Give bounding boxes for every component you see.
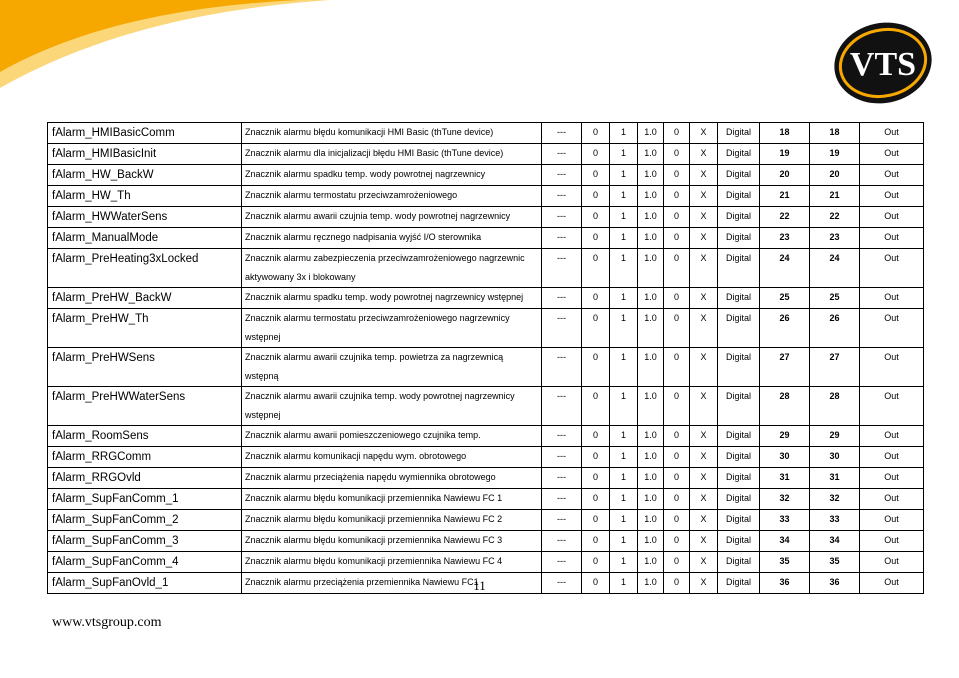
alarm-description-cell: Znacznik alarmu błędu komunikacji HMI Basic (thTune device)	[242, 123, 542, 144]
value-cell: X	[690, 288, 718, 309]
address-cell: 19	[810, 144, 860, 165]
address-cell: 18	[810, 123, 860, 144]
dash-cell: ---	[542, 228, 582, 249]
value-cell: X	[690, 387, 718, 426]
value-cell: 1.0	[638, 447, 664, 468]
value-cell: X	[690, 468, 718, 489]
alarm-name-cell: fAlarm_SupFanComm_3	[48, 531, 242, 552]
value-cell: 1.0	[638, 123, 664, 144]
value-cell: 1	[610, 531, 638, 552]
value-cell: 0	[664, 387, 690, 426]
value-cell: 1.0	[638, 207, 664, 228]
address-cell: 35	[810, 552, 860, 573]
value-cell: 0	[582, 552, 610, 573]
address-cell: 26	[760, 309, 810, 348]
value-cell: 0	[664, 228, 690, 249]
value-cell: 0	[664, 249, 690, 288]
table-row	[48, 165, 924, 186]
value-cell: 1.0	[638, 573, 664, 594]
address-cell: 36	[760, 573, 810, 594]
table-row	[48, 249, 924, 288]
vts-logo	[832, 20, 934, 106]
direction-cell: Out	[860, 186, 924, 207]
value-cell: 0	[582, 123, 610, 144]
value-cell: 1	[610, 489, 638, 510]
value-cell: 1.0	[638, 186, 664, 207]
direction-cell: Out	[860, 228, 924, 249]
corner-swoosh-decoration	[0, 0, 330, 90]
dash-cell: ---	[542, 426, 582, 447]
dash-cell: ---	[542, 348, 582, 387]
address-cell: 27	[760, 348, 810, 387]
address-cell: 31	[810, 468, 860, 489]
value-cell: 1	[610, 123, 638, 144]
value-cell: X	[690, 552, 718, 573]
address-cell: 30	[810, 447, 860, 468]
type-cell: Digital	[718, 207, 760, 228]
value-cell: 0	[582, 348, 610, 387]
dash-cell: ---	[542, 165, 582, 186]
alarm-name-cell: fAlarm_ManualMode	[48, 228, 242, 249]
address-cell: 34	[810, 531, 860, 552]
alarm-name-cell: fAlarm_HWWaterSens	[48, 207, 242, 228]
value-cell: 1.0	[638, 288, 664, 309]
address-cell: 25	[810, 288, 860, 309]
type-cell: Digital	[718, 447, 760, 468]
direction-cell: Out	[860, 348, 924, 387]
table-row	[48, 123, 924, 144]
value-cell: 1	[610, 552, 638, 573]
table-row	[48, 489, 924, 510]
table-row	[48, 207, 924, 228]
website-link[interactable]: www.vtsgroup.com	[52, 615, 162, 630]
address-cell: 19	[760, 144, 810, 165]
type-cell: Digital	[718, 573, 760, 594]
value-cell: 1.0	[638, 531, 664, 552]
value-cell: 1	[610, 165, 638, 186]
value-cell: 1	[610, 228, 638, 249]
value-cell: 0	[582, 144, 610, 165]
address-cell: 26	[810, 309, 860, 348]
dash-cell: ---	[542, 468, 582, 489]
value-cell: 1	[610, 186, 638, 207]
table-row	[48, 186, 924, 207]
value-cell: X	[690, 426, 718, 447]
value-cell: X	[690, 309, 718, 348]
type-cell: Digital	[718, 348, 760, 387]
value-cell: 0	[582, 447, 610, 468]
type-cell: Digital	[718, 288, 760, 309]
address-cell: 21	[810, 186, 860, 207]
direction-cell: Out	[860, 309, 924, 348]
value-cell: 1	[610, 288, 638, 309]
value-cell: 0	[582, 228, 610, 249]
alarm-name-cell: fAlarm_PreHeating3xLocked	[48, 249, 242, 288]
alarm-description-cell: Znacznik alarmu przeciążenia napędu wymiennika obrotowego	[242, 468, 542, 489]
address-cell: 33	[760, 510, 810, 531]
value-cell: 0	[664, 123, 690, 144]
alarm-name-cell: fAlarm_SupFanComm_1	[48, 489, 242, 510]
dash-cell: ---	[542, 510, 582, 531]
value-cell: 0	[664, 531, 690, 552]
alarm-description-cell: Znacznik alarmu błędu komunikacji przemiennika Nawiewu FC 2	[242, 510, 542, 531]
address-cell: 22	[760, 207, 810, 228]
direction-cell: Out	[860, 531, 924, 552]
value-cell: 1.0	[638, 468, 664, 489]
table-row	[48, 288, 924, 309]
alarm-description-cell: Znacznik alarmu błędu komunikacji przemiennika Nawiewu FC 4	[242, 552, 542, 573]
value-cell: 0	[664, 468, 690, 489]
direction-cell: Out	[860, 447, 924, 468]
value-cell: 1.0	[638, 552, 664, 573]
value-cell: 1.0	[638, 510, 664, 531]
alarm-description-cell: Znacznik alarmu dla inicjalizacji błędu HMI Basic (thTune device)	[242, 144, 542, 165]
value-cell: 1	[610, 468, 638, 489]
address-cell: 33	[810, 510, 860, 531]
alarm-description-cell: Znacznik alarmu przeciążenia przemiennika Nawiewu FC1	[242, 573, 542, 594]
alarm-description-cell: Znacznik alarmu spadku temp. wody powrotnej nagrzewnicy	[242, 165, 542, 186]
alarm-name-cell: fAlarm_SupFanComm_2	[48, 510, 242, 531]
alarm-description-cell: Znacznik alarmu awarii czujnika temp. powietrza za nagrzewnicą wstępną	[242, 348, 542, 387]
alarm-description-cell: Znacznik alarmu spadku temp. wody powrotnej nagrzewnicy wstępnej	[242, 288, 542, 309]
value-cell: 1.0	[638, 309, 664, 348]
type-cell: Digital	[718, 489, 760, 510]
alarm-description-cell: Znacznik alarmu komunikacji napędu wym. obrotowego	[242, 447, 542, 468]
value-cell: 0	[582, 426, 610, 447]
type-cell: Digital	[718, 552, 760, 573]
alarm-description-cell: Znacznik alarmu termostatu przeciwzamrożeniowego nagrzewnicy wstępnej	[242, 309, 542, 348]
table-row	[48, 468, 924, 489]
value-cell: 1	[610, 144, 638, 165]
value-cell: 0	[582, 165, 610, 186]
type-cell: Digital	[718, 309, 760, 348]
value-cell: X	[690, 186, 718, 207]
address-cell: 30	[760, 447, 810, 468]
value-cell: 0	[582, 531, 610, 552]
address-cell: 20	[810, 165, 860, 186]
address-cell: 29	[810, 426, 860, 447]
value-cell: X	[690, 144, 718, 165]
value-cell: 0	[582, 468, 610, 489]
alarm-description-cell: Znacznik alarmu zabezpieczenia przeciwzamrożeniowego nagrzewnic aktywowany 3x i blokowany	[242, 249, 542, 288]
value-cell: 0	[664, 165, 690, 186]
dash-cell: ---	[542, 489, 582, 510]
value-cell: 0	[582, 249, 610, 288]
value-cell: 0	[664, 186, 690, 207]
value-cell: 0	[664, 309, 690, 348]
value-cell: 1.0	[638, 426, 664, 447]
address-cell: 22	[810, 207, 860, 228]
value-cell: 1	[610, 207, 638, 228]
address-cell: 21	[760, 186, 810, 207]
type-cell: Digital	[718, 165, 760, 186]
value-cell: 0	[664, 207, 690, 228]
value-cell: 0	[664, 144, 690, 165]
value-cell: 1.0	[638, 348, 664, 387]
value-cell: 0	[582, 510, 610, 531]
direction-cell: Out	[860, 207, 924, 228]
address-cell: 35	[760, 552, 810, 573]
direction-cell: Out	[860, 468, 924, 489]
value-cell: 1	[610, 447, 638, 468]
address-cell: 24	[760, 249, 810, 288]
value-cell: 1	[610, 309, 638, 348]
value-cell: 1	[610, 510, 638, 531]
value-cell: 0	[664, 510, 690, 531]
value-cell: 0	[664, 447, 690, 468]
alarm-description-cell: Znacznik alarmu awarii pomieszczeniowego czujnika temp.	[242, 426, 542, 447]
alarm-description-cell: Znacznik alarmu awarii czujnia temp. wody powrotnej nagrzewnicy	[242, 207, 542, 228]
value-cell: 0	[582, 207, 610, 228]
value-cell: 0	[582, 387, 610, 426]
address-cell: 20	[760, 165, 810, 186]
value-cell: 1	[610, 249, 638, 288]
address-cell: 32	[760, 489, 810, 510]
type-cell: Digital	[718, 468, 760, 489]
value-cell: 1.0	[638, 249, 664, 288]
value-cell: 1.0	[638, 228, 664, 249]
value-cell: 1	[610, 573, 638, 594]
alarm-name-cell: fAlarm_HW_BackW	[48, 165, 242, 186]
type-cell: Digital	[718, 228, 760, 249]
alarm-name-cell: fAlarm_RRGComm	[48, 447, 242, 468]
value-cell: 1.0	[638, 387, 664, 426]
alarm-name-cell: fAlarm_HMIBasicInit	[48, 144, 242, 165]
direction-cell: Out	[860, 288, 924, 309]
table-row	[48, 552, 924, 573]
logo-text: VTS	[849, 46, 917, 83]
value-cell: X	[690, 165, 718, 186]
address-cell: 34	[760, 531, 810, 552]
address-cell: 25	[760, 288, 810, 309]
address-cell: 18	[760, 123, 810, 144]
direction-cell: Out	[860, 249, 924, 288]
value-cell: 1.0	[638, 165, 664, 186]
value-cell: 1.0	[638, 144, 664, 165]
dash-cell: ---	[542, 207, 582, 228]
value-cell: 0	[582, 288, 610, 309]
type-cell: Digital	[718, 186, 760, 207]
table-row	[48, 387, 924, 426]
value-cell: 1	[610, 426, 638, 447]
value-cell: X	[690, 249, 718, 288]
value-cell: X	[690, 531, 718, 552]
type-cell: Digital	[718, 249, 760, 288]
type-cell: Digital	[718, 144, 760, 165]
address-cell: 29	[760, 426, 810, 447]
alarm-name-cell: fAlarm_SupFanOvld_1	[48, 573, 242, 594]
direction-cell: Out	[860, 552, 924, 573]
address-cell: 31	[760, 468, 810, 489]
address-cell: 28	[760, 387, 810, 426]
alarm-name-cell: fAlarm_HMIBasicComm	[48, 123, 242, 144]
alarm-description-cell: Znacznik alarmu termostatu przeciwzamrożeniowego	[242, 186, 542, 207]
value-cell: 0	[664, 288, 690, 309]
alarm-description-cell: Znacznik alarmu ręcznego nadpisania wyjść I/O sterownika	[242, 228, 542, 249]
alarm-table	[47, 122, 924, 594]
alarm-description-cell: Znacznik alarmu błędu komunikacji przemiennika Nawiewu FC 3	[242, 531, 542, 552]
direction-cell: Out	[860, 573, 924, 594]
direction-cell: Out	[860, 144, 924, 165]
table-row	[48, 426, 924, 447]
value-cell: 0	[664, 552, 690, 573]
dash-cell: ---	[542, 573, 582, 594]
alarm-description-cell: Znacznik alarmu awarii czujnika temp. wody powrotnej nagrzewnicy wstępnej	[242, 387, 542, 426]
value-cell: 0	[582, 186, 610, 207]
type-cell: Digital	[718, 510, 760, 531]
value-cell: 0	[582, 309, 610, 348]
table-row	[48, 309, 924, 348]
value-cell: 0	[582, 573, 610, 594]
direction-cell: Out	[860, 510, 924, 531]
value-cell: X	[690, 348, 718, 387]
direction-cell: Out	[860, 489, 924, 510]
dash-cell: ---	[542, 531, 582, 552]
value-cell: X	[690, 510, 718, 531]
value-cell: 0	[664, 348, 690, 387]
value-cell: X	[690, 573, 718, 594]
value-cell: 0	[664, 573, 690, 594]
alarm-name-cell: fAlarm_PreHW_Th	[48, 309, 242, 348]
value-cell: 1	[610, 348, 638, 387]
table-row	[48, 510, 924, 531]
dash-cell: ---	[542, 144, 582, 165]
table-row	[48, 144, 924, 165]
alarm-name-cell: fAlarm_RoomSens	[48, 426, 242, 447]
dash-cell: ---	[542, 552, 582, 573]
type-cell: Digital	[718, 387, 760, 426]
alarm-name-cell: fAlarm_HW_Th	[48, 186, 242, 207]
dash-cell: ---	[542, 288, 582, 309]
value-cell: X	[690, 489, 718, 510]
dash-cell: ---	[542, 387, 582, 426]
direction-cell: Out	[860, 165, 924, 186]
table-row	[48, 348, 924, 387]
dash-cell: ---	[542, 447, 582, 468]
address-cell: 36	[810, 573, 860, 594]
value-cell: 0	[664, 489, 690, 510]
alarm-name-cell: fAlarm_PreHW_BackW	[48, 288, 242, 309]
direction-cell: Out	[860, 426, 924, 447]
alarm-name-cell: fAlarm_SupFanComm_4	[48, 552, 242, 573]
value-cell: X	[690, 228, 718, 249]
value-cell: 1.0	[638, 489, 664, 510]
address-cell: 24	[810, 249, 860, 288]
dash-cell: ---	[542, 186, 582, 207]
type-cell: Digital	[718, 426, 760, 447]
dash-cell: ---	[542, 249, 582, 288]
type-cell: Digital	[718, 531, 760, 552]
value-cell: X	[690, 123, 718, 144]
address-cell: 23	[810, 228, 860, 249]
value-cell: X	[690, 207, 718, 228]
direction-cell: Out	[860, 387, 924, 426]
value-cell: 0	[664, 426, 690, 447]
alarm-description-cell: Znacznik alarmu błędu komunikacji przemiennika Nawiewu FC 1	[242, 489, 542, 510]
value-cell: X	[690, 447, 718, 468]
alarm-name-cell: fAlarm_PreHWSens	[48, 348, 242, 387]
address-cell: 27	[810, 348, 860, 387]
dash-cell: ---	[542, 309, 582, 348]
type-cell: Digital	[718, 123, 760, 144]
address-cell: 23	[760, 228, 810, 249]
table-row	[48, 228, 924, 249]
direction-cell: Out	[860, 123, 924, 144]
value-cell: 0	[582, 489, 610, 510]
value-cell: 1	[610, 387, 638, 426]
page-number: 11	[473, 578, 486, 593]
table-row	[48, 447, 924, 468]
address-cell: 32	[810, 489, 860, 510]
address-cell: 28	[810, 387, 860, 426]
alarm-name-cell: fAlarm_RRGOvld	[48, 468, 242, 489]
dash-cell: ---	[542, 123, 582, 144]
alarm-name-cell: fAlarm_PreHWWaterSens	[48, 387, 242, 426]
table-row	[48, 531, 924, 552]
